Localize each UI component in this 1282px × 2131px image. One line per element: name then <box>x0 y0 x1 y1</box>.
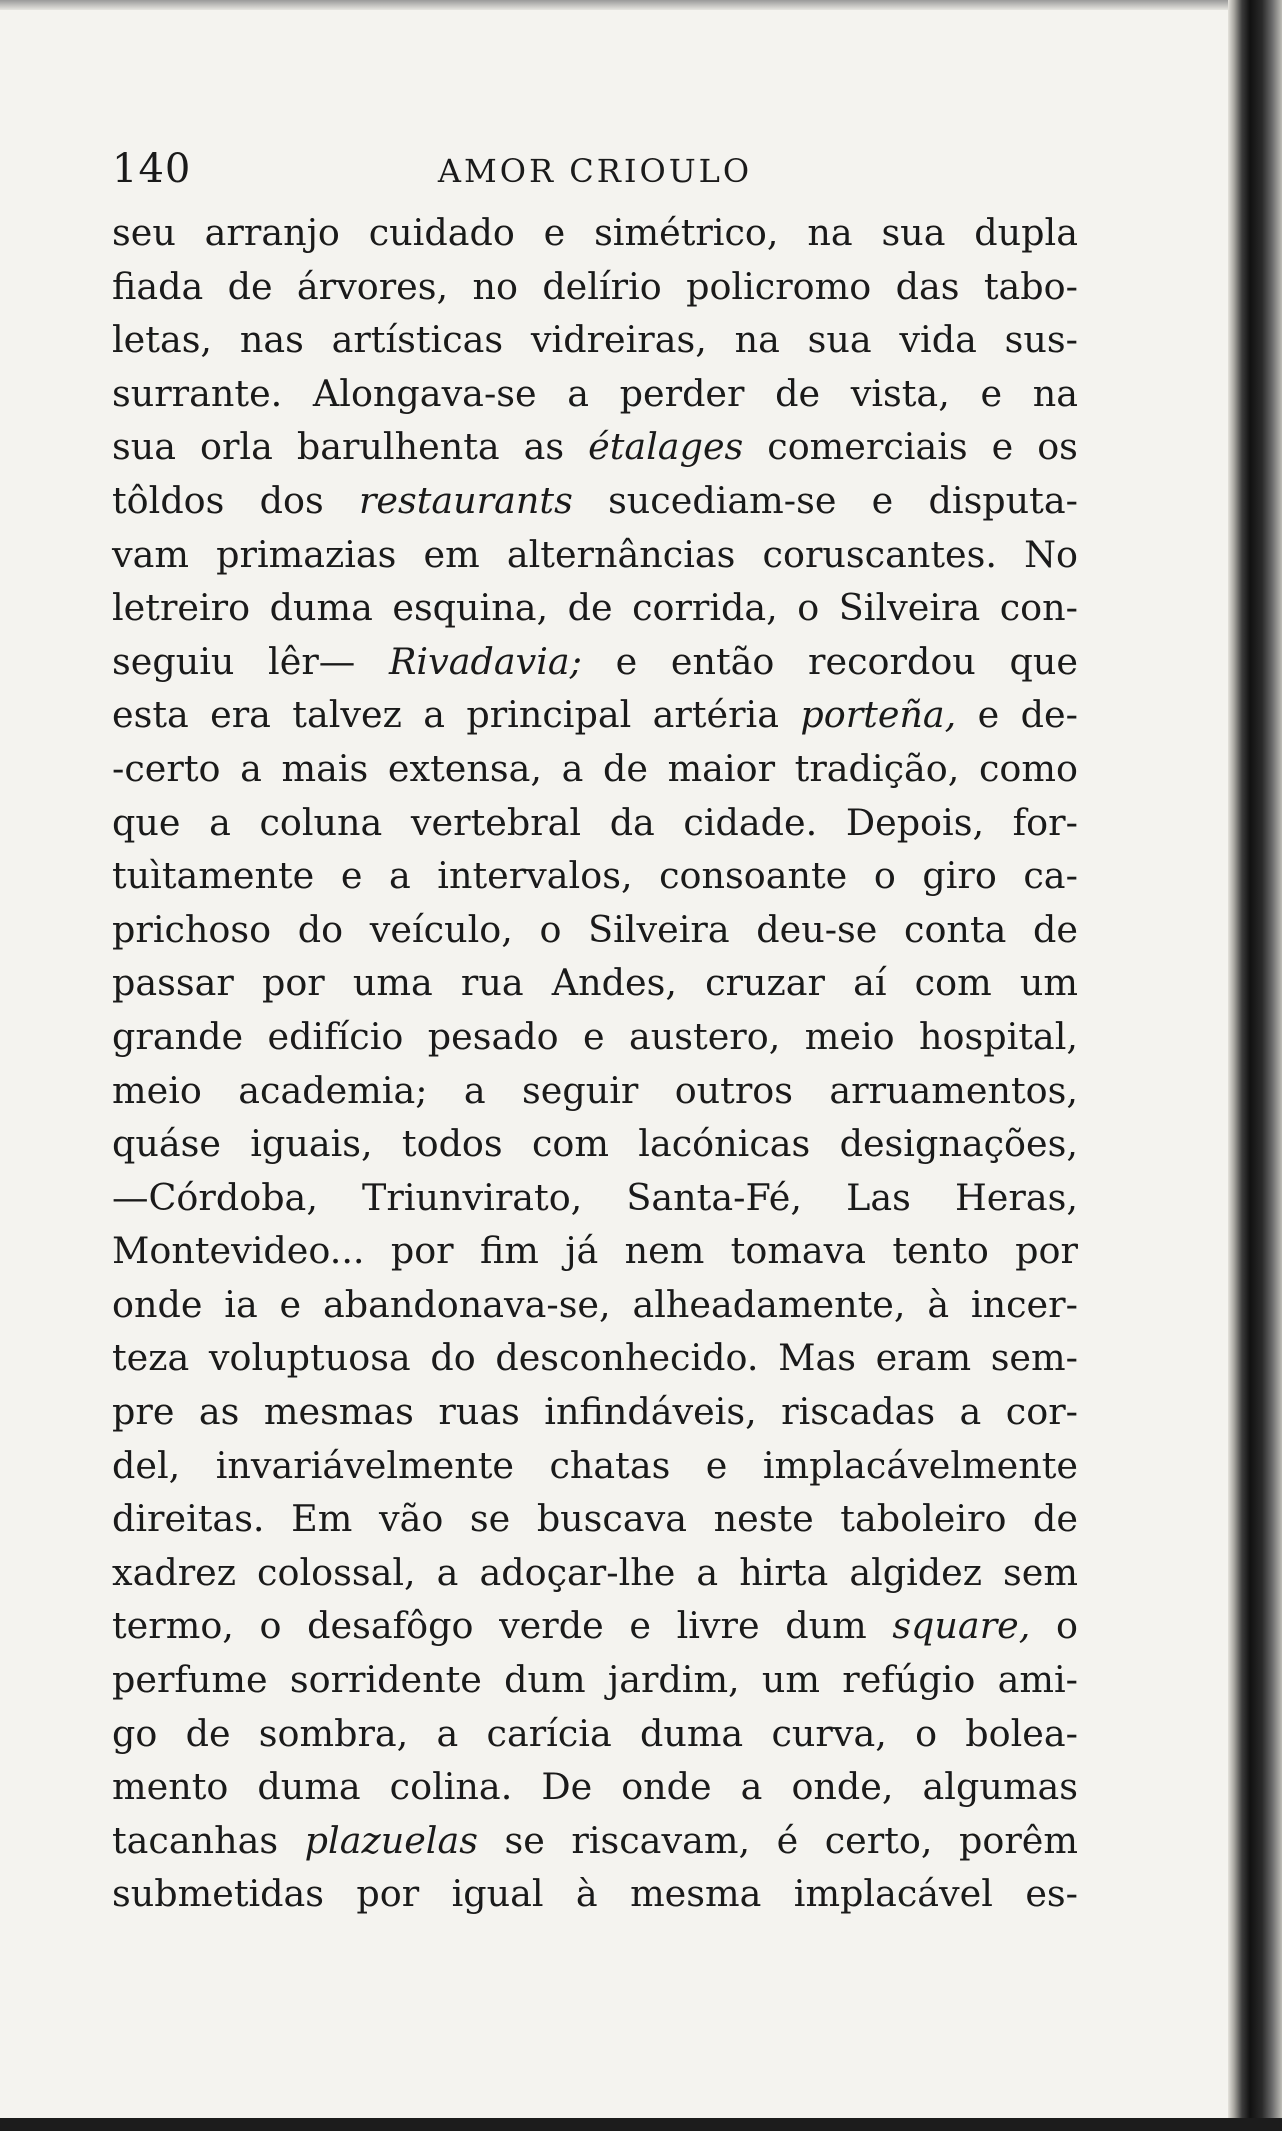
word: xadrez <box>112 1550 236 1594</box>
word: o <box>873 854 896 898</box>
word: nas <box>239 318 304 362</box>
word: de <box>1033 1497 1078 1541</box>
word: infindáveis, <box>544 1390 757 1434</box>
word: intervalos, <box>437 854 633 898</box>
word: voluptuosa <box>208 1336 411 1380</box>
word: vam <box>112 532 189 576</box>
word: meio <box>112 1068 202 1112</box>
word: perfume <box>112 1658 268 1702</box>
word: o <box>915 1711 938 1755</box>
word: No <box>1024 532 1078 576</box>
word: um <box>761 1658 821 1702</box>
word: a <box>696 1550 719 1594</box>
word: sorridente <box>289 1658 482 1702</box>
word: colossal, <box>257 1550 416 1594</box>
word: abandonava-se, <box>322 1282 611 1326</box>
word: e <box>977 693 1000 737</box>
word: à <box>927 1282 950 1326</box>
word: cidade. <box>683 800 818 844</box>
word: o <box>259 1604 282 1648</box>
word: é <box>776 1818 799 1862</box>
text-line <box>112 1385 1078 1439</box>
word: del, <box>112 1443 181 1487</box>
word: ca- <box>1023 854 1078 898</box>
word: sua <box>807 318 872 362</box>
word: submetidas <box>112 1872 325 1916</box>
page-header <box>112 138 1078 198</box>
word: iguais, <box>250 1122 373 1166</box>
text-line <box>112 635 1078 689</box>
word: orla <box>199 425 273 469</box>
word: sem- <box>990 1336 1078 1380</box>
word: tento <box>892 1229 989 1273</box>
word: academia; <box>238 1068 428 1112</box>
word: todos <box>401 1122 503 1166</box>
body-text <box>112 206 1078 1921</box>
word: vidreiras, <box>530 318 707 362</box>
word: e <box>279 1282 302 1326</box>
word: hirta <box>739 1550 829 1594</box>
word: de <box>775 371 821 415</box>
word: termo, <box>112 1604 234 1648</box>
word: livre <box>676 1604 760 1648</box>
word: Heras, <box>954 1175 1078 1219</box>
word: dum <box>785 1604 867 1648</box>
word: de <box>227 264 273 308</box>
word: primazias <box>216 532 397 576</box>
word: do <box>297 907 344 951</box>
word: grande <box>112 1014 244 1058</box>
word: arruamentos, <box>829 1068 1078 1112</box>
word: carícia <box>486 1711 612 1755</box>
word: o <box>797 586 820 630</box>
word: disputa- <box>928 478 1078 522</box>
word: Silveira <box>588 907 730 951</box>
italic-word: Rivadavia; <box>388 639 582 683</box>
word: e <box>340 854 363 898</box>
word: e <box>615 639 638 683</box>
word: porêm <box>959 1818 1078 1862</box>
word: De <box>541 1765 593 1809</box>
book-spine-shadow <box>1228 0 1282 2131</box>
word: adoçar-lhe <box>479 1550 676 1594</box>
word: chatas <box>549 1443 671 1487</box>
word: esquina, <box>392 586 549 630</box>
word: talvez <box>292 693 402 737</box>
text-line <box>112 688 1078 742</box>
word: rua <box>460 961 524 1005</box>
word: seu <box>112 211 176 254</box>
word: Silveira <box>838 586 981 630</box>
word: e <box>629 1604 651 1648</box>
text-line <box>112 206 1078 260</box>
word: con- <box>999 586 1078 630</box>
word: por <box>356 1872 420 1916</box>
text-line <box>112 849 1078 903</box>
word: taboleiro <box>840 1497 1007 1541</box>
word: como <box>978 746 1078 790</box>
word: comerciais <box>767 425 968 469</box>
text-line <box>112 1171 1078 1225</box>
word: passar <box>112 961 234 1005</box>
word: colina. <box>389 1765 513 1809</box>
word: implacável <box>793 1872 993 1916</box>
word: cuidado <box>368 211 515 254</box>
word: Em <box>291 1497 353 1541</box>
text-line <box>112 1331 1078 1385</box>
word: tuìtamente <box>112 854 315 898</box>
word: de <box>185 1711 231 1755</box>
word: coruscantes. <box>762 532 997 576</box>
word: arranjo <box>204 211 340 254</box>
word: veículo, <box>369 907 513 951</box>
word: outros <box>674 1068 793 1112</box>
word: designações, <box>839 1122 1078 1166</box>
word: certo, <box>824 1818 933 1862</box>
word: algidez <box>849 1550 982 1594</box>
word: ruas <box>438 1390 520 1434</box>
word: ia <box>224 1282 258 1326</box>
italic-word: square, <box>892 1604 1031 1648</box>
word: sua <box>881 211 946 254</box>
word: surrante. <box>112 371 283 415</box>
word: es- <box>1025 1872 1078 1916</box>
word: Las <box>846 1175 911 1219</box>
word: pre <box>112 1390 175 1434</box>
word: duma <box>269 586 373 630</box>
word: lacónicas <box>638 1122 811 1166</box>
text-line <box>112 420 1078 474</box>
word: que <box>1009 639 1078 683</box>
running-title: AMOR CRIOULO <box>437 152 753 190</box>
word: já <box>565 1229 599 1273</box>
word: sucediam-se <box>608 478 837 522</box>
page-number: 140 <box>112 146 192 192</box>
word: ami- <box>997 1658 1078 1702</box>
word: de <box>1033 907 1078 951</box>
word: onde, <box>791 1765 894 1809</box>
word: verde <box>499 1604 604 1648</box>
word: uma <box>352 961 433 1005</box>
word: mais <box>281 746 369 790</box>
word: por <box>390 1229 454 1273</box>
word: maior <box>667 746 776 790</box>
text-line <box>112 260 1078 314</box>
word: por <box>1015 1229 1078 1273</box>
word: seguir <box>522 1068 639 1112</box>
text-line <box>112 956 1078 1010</box>
word: for- <box>1012 800 1078 844</box>
word: desconhecido. <box>495 1336 759 1380</box>
word: sua <box>112 425 176 469</box>
word: onde <box>112 1282 203 1326</box>
word: a <box>436 1711 459 1755</box>
text-line <box>112 1492 1078 1546</box>
word: -certo <box>112 746 221 790</box>
word: as <box>198 1390 240 1434</box>
word: tabo- <box>983 264 1078 308</box>
word: da <box>609 800 655 844</box>
word: barulhenta <box>296 425 500 469</box>
word: esta <box>112 693 189 737</box>
word: mesmas <box>263 1390 414 1434</box>
word: de <box>567 586 613 630</box>
word: desafôgo <box>307 1604 474 1648</box>
text-line <box>112 1653 1078 1707</box>
word: a <box>561 746 584 790</box>
word: cor- <box>1005 1390 1078 1434</box>
word: jardim, <box>607 1658 740 1702</box>
word: coluna <box>259 800 383 844</box>
word: neste <box>713 1497 814 1541</box>
italic-word: plazuelas <box>304 1818 478 1862</box>
word: a <box>388 854 411 898</box>
word: delírio <box>542 264 662 308</box>
text-line <box>112 1278 1078 1332</box>
word: Santa-Fé, <box>626 1175 802 1219</box>
text-line <box>112 528 1078 582</box>
word: a <box>423 693 445 737</box>
word: Andes, <box>551 961 677 1005</box>
word: e <box>543 211 566 254</box>
word: o <box>539 907 562 951</box>
word: à <box>575 1872 598 1916</box>
text-line <box>112 1707 1078 1761</box>
word: fim <box>479 1229 539 1273</box>
scan-top-edge <box>0 0 1282 10</box>
word: vista, <box>850 371 950 415</box>
word: meio <box>804 1014 895 1058</box>
word: Montevideo... <box>112 1229 365 1273</box>
word: mesma <box>630 1872 762 1916</box>
text-line <box>112 1760 1078 1814</box>
word: buscava <box>536 1497 688 1541</box>
word: bolea- <box>965 1711 1078 1755</box>
word: curva, <box>771 1711 887 1755</box>
word: a <box>436 1550 459 1594</box>
word: duma <box>639 1711 744 1755</box>
text-line <box>112 1599 1078 1653</box>
word: corrida, <box>632 586 778 630</box>
word: era <box>210 693 271 737</box>
text-line <box>112 796 1078 850</box>
word: pesado <box>427 1014 559 1058</box>
scan-bottom-edge <box>0 2118 1282 2131</box>
text-line <box>112 1867 1078 1921</box>
word: por <box>261 961 325 1005</box>
word: Mas <box>778 1336 856 1380</box>
word: Depois, <box>845 800 985 844</box>
word: com <box>914 961 992 1005</box>
word: direitas. <box>112 1497 265 1541</box>
word: Triunvirato, <box>362 1175 583 1219</box>
text-line <box>112 1814 1078 1868</box>
word: conta <box>904 907 1007 951</box>
word: —Córdoba, <box>112 1175 318 1219</box>
italic-word: restaurants <box>358 478 573 522</box>
word: sombra, <box>258 1711 409 1755</box>
word: a <box>740 1765 763 1809</box>
word: árvores, <box>296 264 449 308</box>
word: vida <box>899 318 977 362</box>
text-line <box>112 474 1078 528</box>
text-line <box>112 903 1078 957</box>
text-line <box>112 1064 1078 1118</box>
word: de <box>602 746 648 790</box>
word: mento <box>112 1765 229 1809</box>
word: igual <box>451 1872 544 1916</box>
word: principal <box>466 693 632 737</box>
word: no <box>472 264 518 308</box>
word: nem <box>624 1229 705 1273</box>
word: sus- <box>1004 318 1078 362</box>
word: e <box>991 425 1014 469</box>
word: simétrico, <box>594 211 779 254</box>
word: riscadas <box>781 1390 936 1434</box>
word: implacávelmente <box>762 1443 1078 1487</box>
word: refúgio <box>842 1658 976 1702</box>
word: lêr— <box>268 639 356 683</box>
word: o <box>1055 1604 1078 1648</box>
word: austero, <box>629 1014 781 1058</box>
word: de- <box>1020 693 1078 737</box>
word: a <box>959 1390 982 1434</box>
text-line <box>112 367 1078 421</box>
word: riscavam, <box>571 1818 751 1862</box>
word: os <box>1037 425 1078 469</box>
word: a <box>240 746 262 790</box>
word: com <box>531 1122 609 1166</box>
word: fiada <box>112 264 204 308</box>
word: onde <box>621 1765 712 1809</box>
word: tradição, <box>794 746 960 790</box>
word: tacanhas <box>112 1818 279 1862</box>
word: artéria <box>652 693 779 737</box>
word: em <box>423 532 480 576</box>
word: artísticas <box>331 318 504 362</box>
word: se <box>469 1497 511 1541</box>
word: letas, <box>112 318 213 362</box>
word: invariávelmente <box>215 1443 515 1487</box>
word: quáse <box>112 1122 221 1166</box>
word: dupla <box>974 211 1078 254</box>
word: alternâncias <box>506 532 736 576</box>
word: um <box>1019 961 1078 1005</box>
text-line <box>112 313 1078 367</box>
word: extensa, <box>387 746 542 790</box>
word: na <box>807 211 853 254</box>
word: eram <box>875 1336 972 1380</box>
text-line <box>112 581 1078 635</box>
word: que <box>112 800 181 844</box>
word: deu-se <box>756 907 878 951</box>
word: dum <box>504 1658 586 1702</box>
word: teza <box>112 1336 190 1380</box>
word: e <box>980 371 1003 415</box>
word: tôldos <box>112 478 225 522</box>
word: a <box>567 371 590 415</box>
word: alheadamente, <box>632 1282 906 1326</box>
word: e <box>583 1014 605 1058</box>
italic-word: étalages <box>588 425 744 469</box>
word: vertebral <box>410 800 582 844</box>
italic-word: porteña, <box>800 693 957 737</box>
word: seguiu <box>112 639 235 683</box>
word: letreiro <box>112 586 251 630</box>
book-page <box>112 138 1078 1921</box>
word: então <box>670 639 775 683</box>
word: na <box>734 318 780 362</box>
word: perder <box>619 371 745 415</box>
text-line <box>112 1224 1078 1278</box>
word: vão <box>378 1497 444 1541</box>
word: se <box>504 1818 545 1862</box>
word: policromo <box>686 264 872 308</box>
text-line <box>112 1546 1078 1600</box>
word: hospital, <box>919 1014 1078 1058</box>
word: algumas <box>922 1765 1078 1809</box>
word: go <box>112 1711 158 1755</box>
word: duma <box>257 1765 361 1809</box>
word: cruzar <box>705 961 825 1005</box>
word: tomava <box>730 1229 867 1273</box>
word: as <box>523 425 565 469</box>
word: edifício <box>267 1014 404 1058</box>
word: incer- <box>970 1282 1078 1326</box>
word: recordou <box>808 639 976 683</box>
text-line <box>112 1117 1078 1171</box>
text-line <box>112 1010 1078 1064</box>
word: prichoso <box>112 907 272 951</box>
word: consoante <box>659 854 848 898</box>
word: giro <box>922 854 997 898</box>
word: a <box>209 800 231 844</box>
word: sem <box>1003 1550 1078 1594</box>
word: na <box>1032 371 1078 415</box>
text-line <box>112 1439 1078 1493</box>
word: e <box>705 1443 728 1487</box>
word: dos <box>259 478 324 522</box>
word: Alongava-se <box>312 371 537 415</box>
word: a <box>463 1068 486 1112</box>
text-line <box>112 742 1078 796</box>
word: e <box>871 478 894 522</box>
word: aí <box>853 961 887 1005</box>
word: das <box>895 264 960 308</box>
word: do <box>430 1336 476 1380</box>
